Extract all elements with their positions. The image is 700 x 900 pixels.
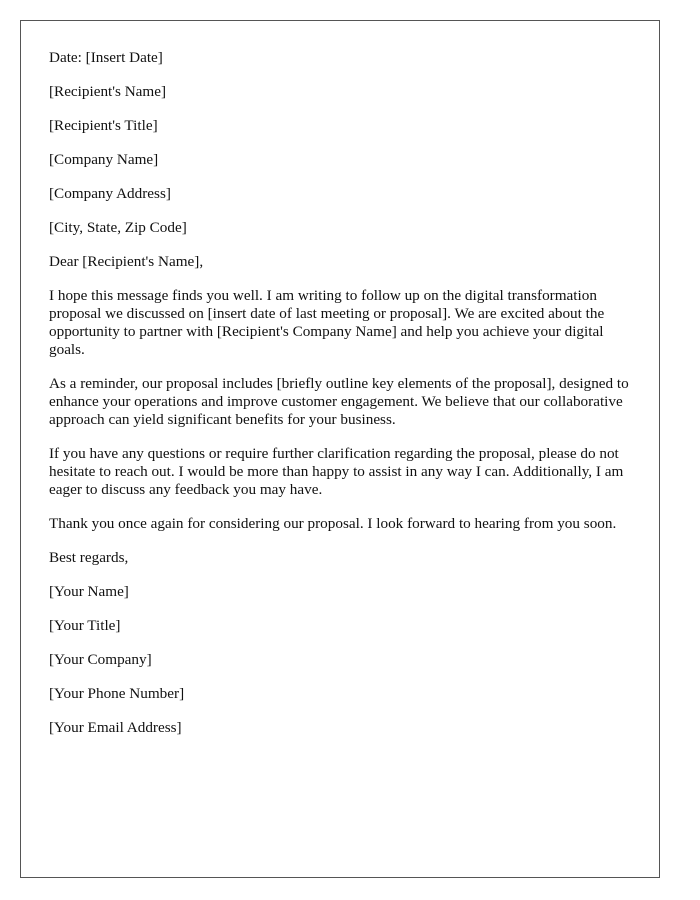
paragraph-reminder: As a reminder, our proposal includes [briefly outline key elements of the proposal], designed to enhance your operations and improve customer engagement. We believe that our collaborative approach can yield significant benefits for your business. [49,375,629,428]
sender-name: [Your Name] [49,583,129,600]
paragraph-thanks: Thank you once again for considering our proposal. I look forward to hearing from you soon. [49,515,617,532]
company-address: [Company Address] [49,185,171,202]
sender-email: [Your Email Address] [49,719,182,736]
paragraph-questions: If you have any questions or require further clarification regarding the proposal, please do not hesitate to reach out. I would be more than happy to assist in any way I can. Additionally, I am eager to discuss any feedback you may have. [49,445,624,498]
paragraph-intro: I hope this message finds you well. I am writing to follow up on the digital transformation proposal we discussed on [insert date of last meeting or proposal]. We are excited about the opportunity to partner with [Recipient's Company Name] and help you achieve your digital goals. [49,287,605,358]
sender-title: [Your Title] [49,617,121,634]
company-name: [Company Name] [49,151,159,168]
city-state-zip: [City, State, Zip Code] [49,219,187,236]
recipient-title: [Recipient's Title] [49,117,158,134]
date-line: Date: [Insert Date] [49,49,163,66]
sender-company: [Your Company] [49,651,152,668]
closing: Best regards, [49,549,129,566]
salutation: Dear [Recipient's Name], [49,253,204,270]
sender-phone: [Your Phone Number] [49,685,185,702]
letter-body [49,49,639,753]
letter-page [20,20,660,878]
recipient-name: [Recipient's Name] [49,83,167,100]
